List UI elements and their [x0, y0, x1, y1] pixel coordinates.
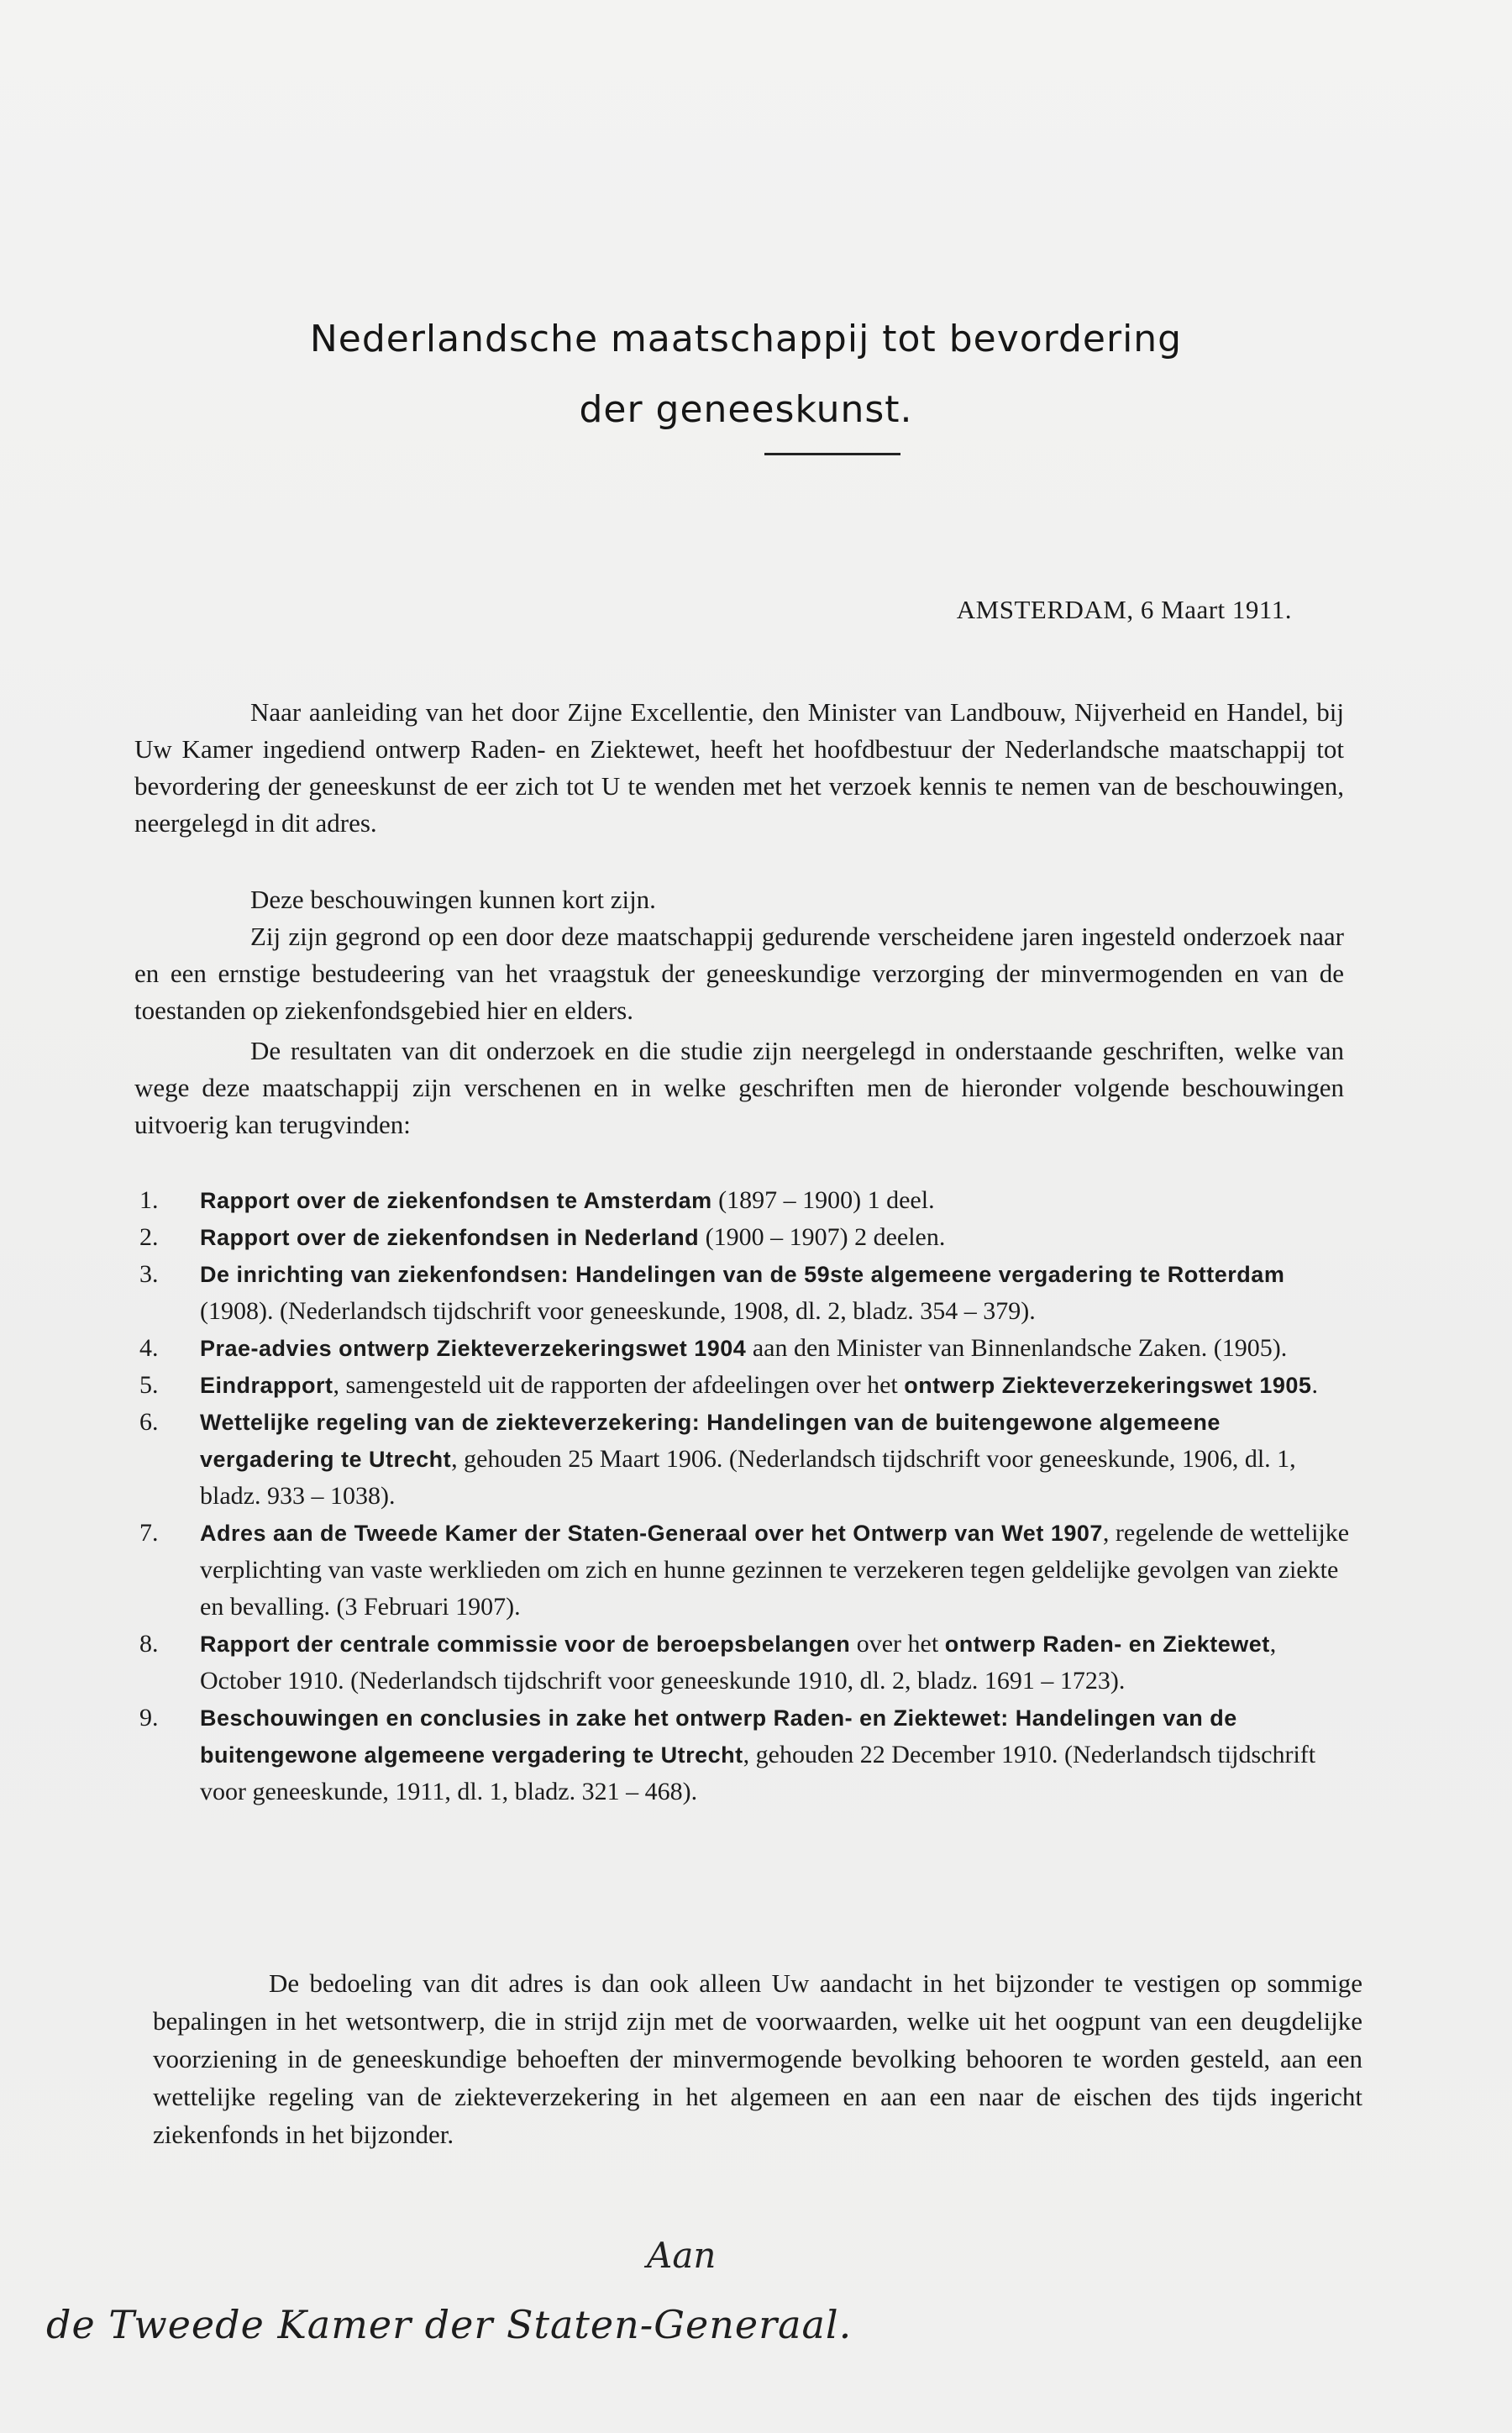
paragraph-intro: Naar aanleiding van het door Zijne Excellentie, den Minister van Landbouw, Nijverheid en Handel, bij Uw Kamer ingediend ontwerp Raden- en Ziektewet, heeft het hoofdbestuur der Nederlandsche maatschappij tot bevordering der geneeskunst de eer zich tot U te wenden met het verzoek kennis te nemen van de beschouwingen, neergelegd in dit adres.: [134, 697, 1344, 838]
paragraph-short: Deze beschouwingen kunnen kort zijn.: [250, 885, 656, 914]
publication-number: 5.: [139, 1371, 159, 1399]
publication-item: [134, 1256, 1352, 1330]
publication-title: Wettelijke regeling van de ziekteverzekering: Handelingen van de buitengewone algemeene vergadering te Utrecht: [200, 1410, 1221, 1472]
publication-title: Eindrapport: [200, 1373, 333, 1398]
publication-item: [134, 1330, 1352, 1367]
publication-details: , gehouden 25 Maart 1906. (Nederlandsch tijdschrift voor geneeskunde, 1906, dl. 1, bladz. 933 – 1038).: [200, 1445, 1296, 1510]
publication-item: [134, 1515, 1352, 1626]
publication-details: (1900 – 1907) 2 deelen.: [699, 1223, 946, 1251]
publication-number: 7.: [139, 1519, 159, 1547]
title-rule: [764, 453, 900, 455]
publication-details: (1897 – 1900) 1 deel.: [711, 1186, 935, 1214]
publication-title: Adres aan de Tweede Kamer der Staten-Generaal over het Ontwerp van Wet 1907: [200, 1521, 1103, 1546]
publication-number: 8.: [139, 1630, 159, 1658]
publication-subject: ontwerp Ziekteverzekeringswet 1905: [904, 1373, 1312, 1398]
publication-details: , gehouden 22 December 1910. (Nederlandsch tijdschrift voor geneeskunde, 1911, dl. 1, bladz. 321 – 468).: [200, 1741, 1316, 1805]
publication-details-tail: .: [1311, 1371, 1318, 1399]
publication-item: [134, 1367, 1352, 1404]
paragraph-closing: De bedoeling van dit adres is dan ook alleen Uw aandacht in het bijzonder te vestigen op sommige bepalingen in het wetsontwerp, die in strijd zijn met de voorwaarden, welke uit het oogpunt van een deugdelijke voorziening in de geneeskundige behoeften der minvermogende bevolking behooren te worden gesteld, aan een wettelijke regeling van de ziekteverzekering in het algemeen en aan een naar de eischen des tijds ingericht ziekenfonds in het bijzonder.: [153, 1968, 1362, 2149]
addressee-handwritten: de Tweede Kamer der Staten-Generaal.: [46, 2302, 853, 2347]
publication-item: [134, 1404, 1352, 1515]
publication-details: (1908). (Nederlandsch tijdschrift voor geneeskunde, 1908, dl. 2, bladz. 354 – 379).: [200, 1297, 1036, 1325]
publication-number: 1.: [139, 1186, 159, 1214]
publication-title: Rapport over de ziekenfondsen in Nederland: [200, 1225, 700, 1250]
publication-details: , regelende de wettelijke verplichting van vaste werklieden om zich en hunne gezinnen te verzekeren tegen geldelijke gevolgen van ziekte en bevalling. (3 Februari 1907).: [200, 1519, 1350, 1621]
paragraph-results: De resultaten van dit onderzoek en die studie zijn neergelegd in onderstaande geschriften, welke van wege deze maatschappij zijn verschenen en in welke geschriften men de hieronder volgende beschouwingen uitvoerig kan terugvinden:: [134, 1036, 1344, 1139]
publication-number: 2.: [139, 1223, 159, 1251]
paragraph-basis: Zij zijn gegrond op een door deze maatschappij gedurende verscheidene jaren ingesteld onderzoek naar en een ernstige bestudeering van het vraagstuk der geneeskundige verzorging der minvermogenden en van de toestanden op ziekenfondsgebied hier en elders.: [134, 922, 1344, 1025]
publication-title: Rapport over de ziekenfondsen te Amsterdam: [200, 1188, 712, 1213]
publication-details: over het: [850, 1630, 945, 1658]
publication-item: [134, 1626, 1352, 1700]
publication-item: [134, 1219, 1352, 1256]
publication-number: 4.: [139, 1334, 159, 1362]
dateline: AMSTERDAM, 6 Maart 1911.: [956, 595, 1292, 624]
society-title-line-1: Nederlandsche maatschappij tot bevordering: [309, 318, 1183, 360]
society-title-line-2: der geneeskunst.: [579, 388, 913, 431]
publication-title: Beschouwingen en conclusies in zake het ontwerp Raden- en Ziektewet: Handelingen van de buitengewone algemeene vergadering te Utrecht: [200, 1705, 1237, 1768]
publication-title: Prae-advies ontwerp Ziekteverzekeringswet 1904: [200, 1336, 747, 1361]
publication-number: 9.: [139, 1704, 159, 1731]
publication-number: 6.: [139, 1408, 159, 1436]
publication-details: aan den Minister van Binnenlandsche Zaken. (1905).: [746, 1334, 1288, 1362]
publication-details-tail: , October 1910. (Nederlandsch tijdschrift voor geneeskunde 1910, dl. 2, bladz. 1691 – 1723).: [200, 1630, 1277, 1695]
publication-item: [134, 1182, 1352, 1219]
publication-title: Rapport der centrale commissie voor de beroepsbelangen: [200, 1632, 851, 1657]
publication-details: , samengesteld uit de rapporten der afdeelingen over het: [333, 1371, 905, 1399]
publication-title: De inrichting van ziekenfondsen: Handelingen van de 59ste algemeene vergadering te Rotterdam: [200, 1262, 1285, 1287]
publication-list: [134, 1182, 1352, 1810]
publication-item: [134, 1700, 1352, 1810]
publication-subject: ontwerp Raden- en Ziektewet: [944, 1632, 1270, 1657]
salutation-aan: Aan: [647, 2235, 717, 2276]
publication-number: 3.: [139, 1260, 159, 1288]
